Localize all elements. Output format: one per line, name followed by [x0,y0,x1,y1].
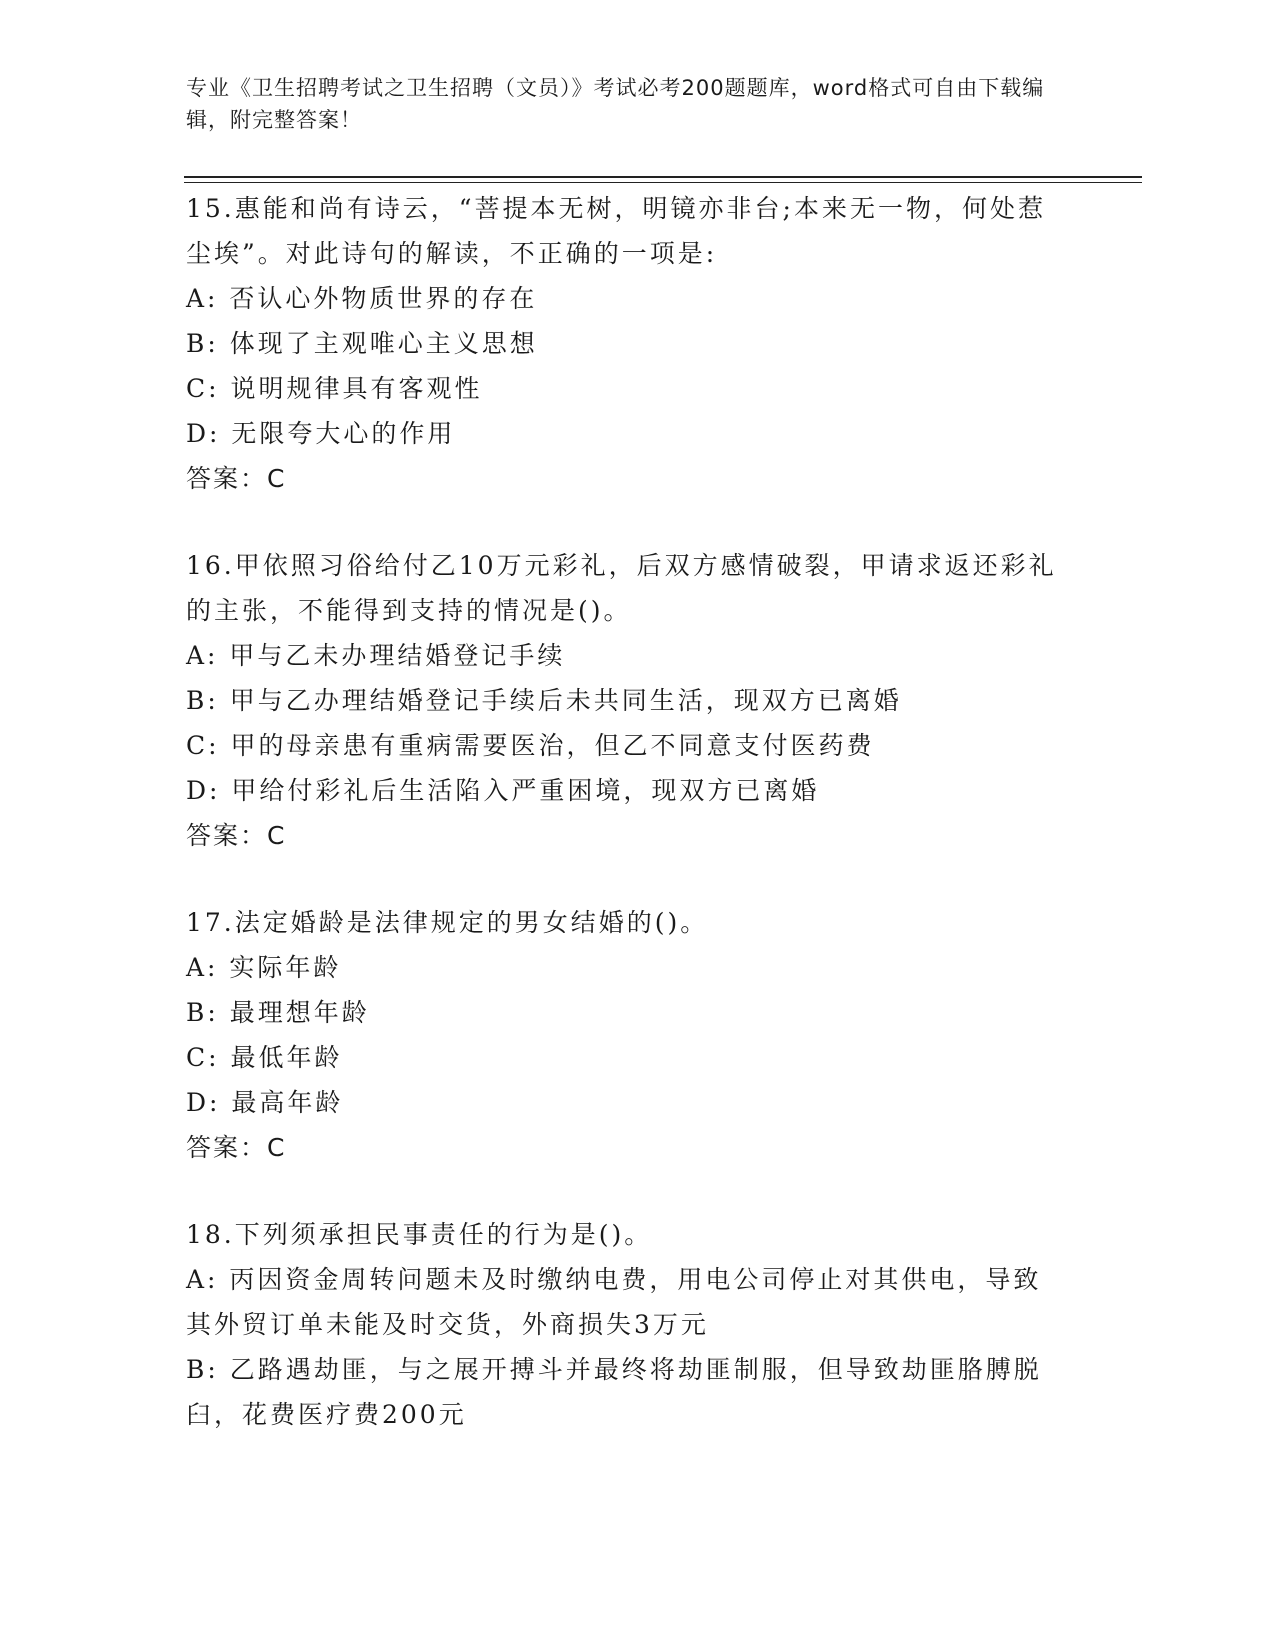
question-17 [186,900,1066,1170]
answer-line [186,1125,1066,1170]
answer-line [186,813,1066,858]
option-b: B: 甲与乙办理结婚登记手续后未共同生活，现双方已离婚 [186,686,902,715]
option-b: B: 乙路遇劫匪，与之展开搏斗并最终将劫匪制服，但导致劫匪胳膊脱臼，花费医疗费200元 [186,1355,1042,1429]
question-stem: 15.惠能和尚有诗云，“菩提本无树，明镜亦非台;本来无一物，何处惹尘埃”。对此诗句的解读，不正确的一项是: [186,194,1046,268]
answer-value: C [267,1133,287,1162]
answer-label: 答案： [186,464,268,493]
option-a: A: 实际年龄 [186,953,342,982]
option-b: B: 最理想年龄 [186,998,370,1027]
document-header: 专业《卫生招聘考试之卫生招聘（文员）》考试必考200题题库，word格式可自由下载编辑，附完整答案！ [186,76,1045,132]
option-d: D: 无限夸大心的作用 [186,419,456,448]
answer-value: C [267,821,287,850]
option-b: B: 体现了主观唯心主义思想 [186,329,538,358]
option-c: C: 最低年龄 [186,1043,343,1072]
option-a: A: 甲与乙未办理结婚登记手续 [186,641,566,670]
question-stem: 16.甲依照习俗给付乙10万元彩礼，后双方感情破裂，甲请求返还彩礼的主张，不能得到支持的情况是()。 [186,551,1057,625]
header-divider-thick [184,176,1142,178]
question-stem: 18.下列须承担民事责任的行为是()。 [186,1220,653,1249]
option-d: D: 最高年龄 [186,1088,344,1117]
answer-label: 答案： [186,1133,268,1162]
question-18 [186,1212,1066,1437]
answer-label: 答案： [186,821,268,850]
option-c: C: 甲的母亲患有重病需要医治，但乙不同意支付医药费 [186,731,875,760]
answer-line [186,456,1066,501]
question-15 [186,186,1066,501]
question-16 [186,543,1066,858]
header-divider-thin [184,182,1142,183]
option-d: D: 甲给付彩礼后生活陷入严重困境，现双方已离婚 [186,776,820,805]
question-list [186,186,1066,1437]
answer-value: C [267,464,287,493]
question-stem: 17.法定婚龄是法律规定的男女结婚的()。 [186,908,709,937]
option-c: C: 说明规律具有客观性 [186,374,483,403]
option-a: A: 否认心外物质世界的存在 [186,284,538,313]
option-a: A: 丙因资金周转问题未及时缴纳电费，用电公司停止对其供电，导致其外贸订单未能及时交货，外商损失3万元 [186,1265,1042,1339]
